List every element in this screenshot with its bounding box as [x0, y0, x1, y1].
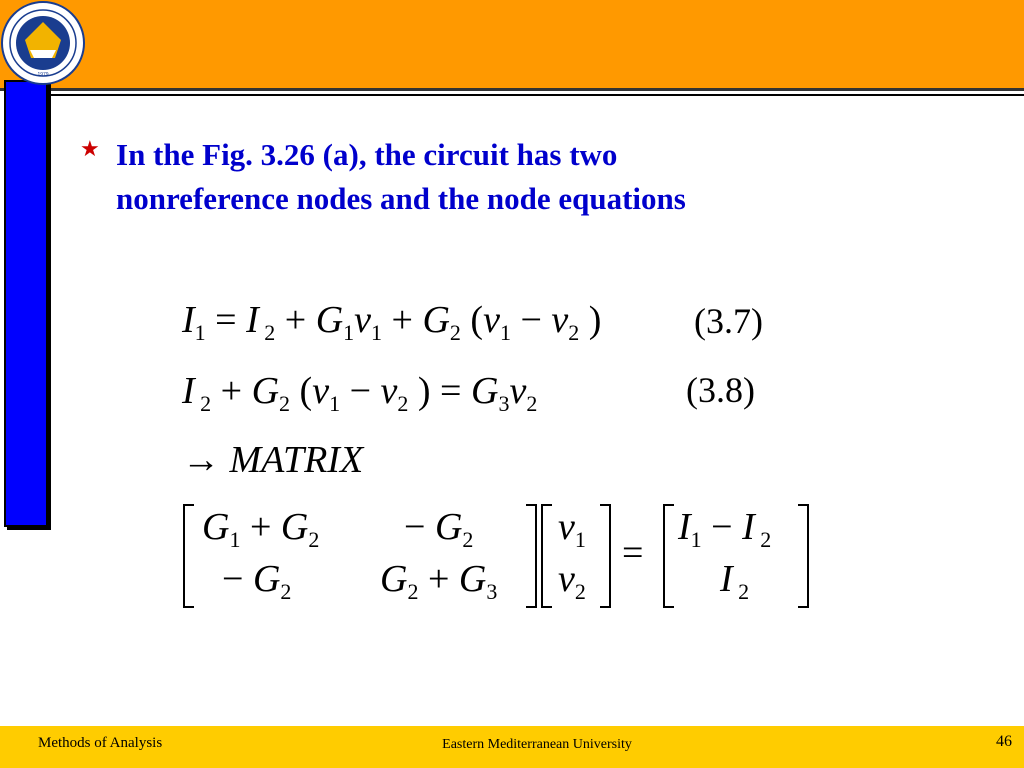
bullet-text-line-1: In the Fig. 3.26 (a), the circuit has two — [116, 137, 618, 172]
matrix-equation — [178, 503, 818, 611]
footer-course-title: Methods of Analysis — [38, 735, 163, 751]
content-divider — [46, 94, 1024, 96]
header-divider — [0, 88, 1024, 91]
star-bullet-icon: ★ — [80, 136, 100, 161]
matrix-equals: = — [622, 532, 644, 574]
rhs-r1: $I_1 - I$ $_2$ — [678, 506, 772, 552]
university-seal-logo — [0, 0, 86, 86]
vector-v1: $v_1$ — [558, 506, 586, 552]
matrix-a11: $G_1 + G_2$ — [202, 506, 320, 552]
matrix-a22: $G_2 + G_3$ — [380, 558, 498, 604]
side-accent-bar — [4, 80, 48, 527]
bullet-text-line-2: nonreference nodes and the node equations — [116, 181, 686, 216]
matrix-a21: − $G_2$ — [222, 558, 292, 604]
matrix-a12: − $G_2$ — [404, 506, 474, 552]
equation-3-7-number: (3.7) — [694, 301, 763, 341]
vector-v2: $v_2$ — [558, 558, 586, 604]
matrix-label: MATRIX — [229, 439, 364, 481]
equation-3-8-number: (3.8) — [686, 370, 755, 410]
footer-page-number: 46 — [996, 733, 1012, 750]
bullet-text — [116, 133, 916, 221]
equation-3-7: $I_1 = I$ $_2 + G_1v_1 + G_2$ ($v_1 - v_2$ ) — [182, 299, 602, 345]
right-arrow-icon: → — [182, 439, 220, 481]
matrix-arrow-line — [182, 438, 363, 482]
rhs-r2: I $_2$ — [720, 558, 750, 604]
equation-3-8: I $_2 + G_2$ ($v_1 - v_2$ ) = $G_3v_2$ — [182, 370, 538, 416]
header-bar — [0, 0, 1024, 88]
seal-year: 1979 — [37, 72, 49, 78]
footer-university: Eastern Mediterranean University — [442, 737, 632, 752]
